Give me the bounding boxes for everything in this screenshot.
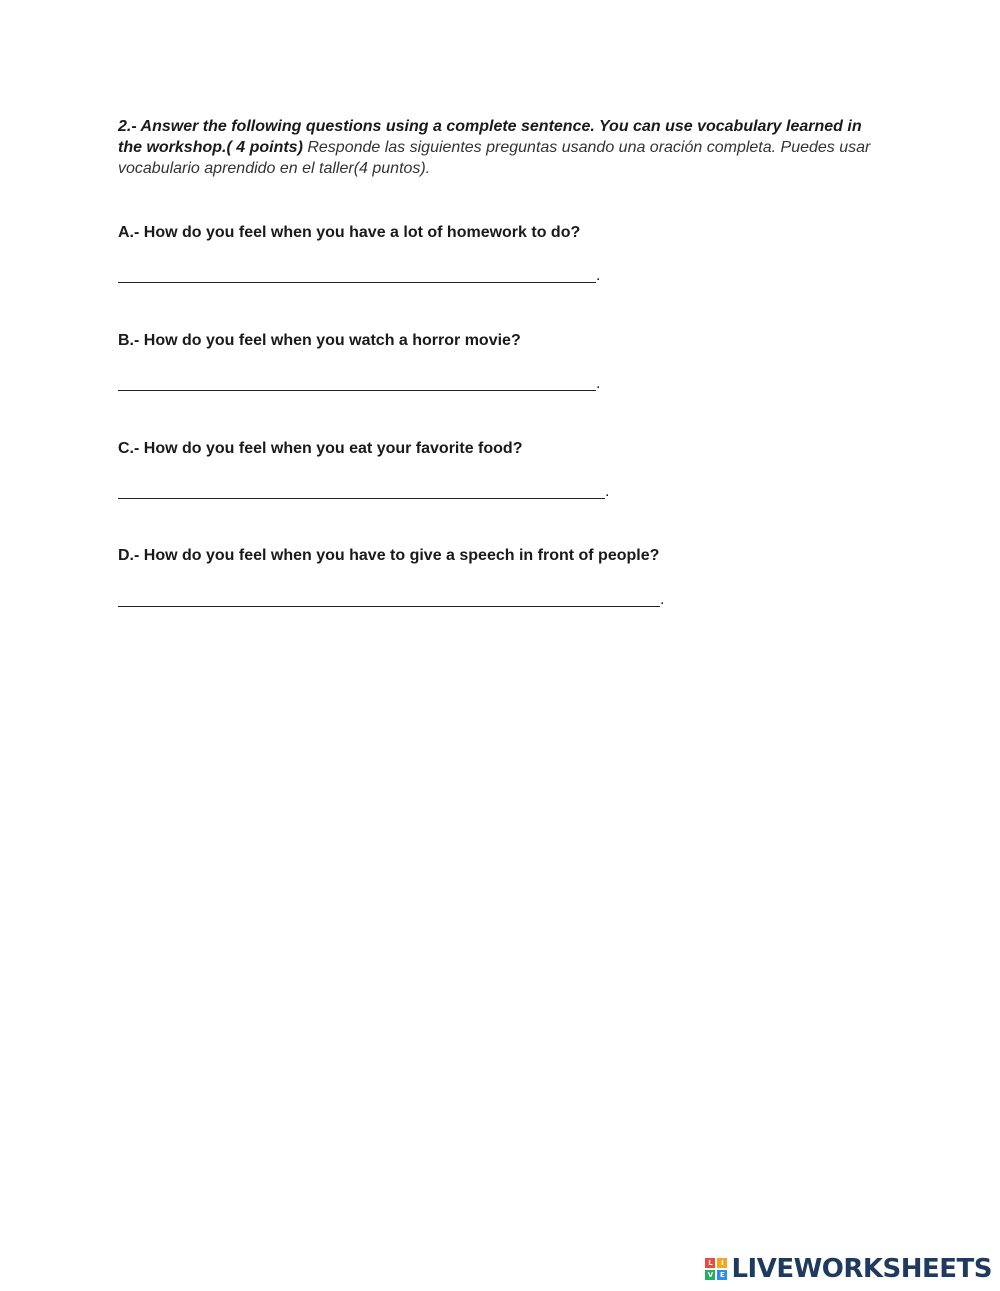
answer-line-c[interactable] [118, 482, 609, 502]
logo-block: E [717, 1270, 727, 1280]
instructions-paragraph [118, 116, 888, 179]
answer-blank[interactable] [118, 590, 660, 607]
question-c: C.- How do you feel when you eat your favorite food? [118, 440, 523, 457]
answer-period: . [605, 483, 610, 500]
answer-period: . [660, 591, 665, 608]
logo-text: LIVEWORKSHEETS [731, 1254, 992, 1284]
instructions-spanish: Responde las siguientes preguntas usando una oración completa. Puedes usar vocabulario aprendido en el taller(4 puntos). [118, 139, 871, 177]
answer-blank[interactable] [118, 482, 605, 499]
answer-blank[interactable] [118, 266, 596, 283]
question-a: A.- How do you feel when you have a lot of homework to do? [118, 224, 581, 241]
answer-line-a[interactable] [118, 266, 600, 286]
question-d: D.- How do you feel when you have to give a speech in front of people? [118, 547, 660, 564]
logo-block: I [717, 1258, 727, 1268]
answer-period: . [596, 375, 601, 392]
answer-line-b[interactable] [118, 374, 600, 394]
question-b: B.- How do you feel when you watch a horror movie? [118, 332, 521, 349]
logo-blocks-icon [705, 1258, 727, 1280]
logo-block: L [705, 1258, 715, 1268]
logo-block: V [705, 1270, 715, 1280]
answer-blank[interactable] [118, 374, 596, 391]
liveworksheets-logo [705, 1255, 992, 1283]
answer-line-d[interactable] [118, 590, 664, 610]
answer-period: . [596, 267, 601, 284]
instructions-english: 2.- Answer the following questions using a complete sentence. You can use vocabulary learned in the workshop.( 4 points) [118, 118, 862, 156]
